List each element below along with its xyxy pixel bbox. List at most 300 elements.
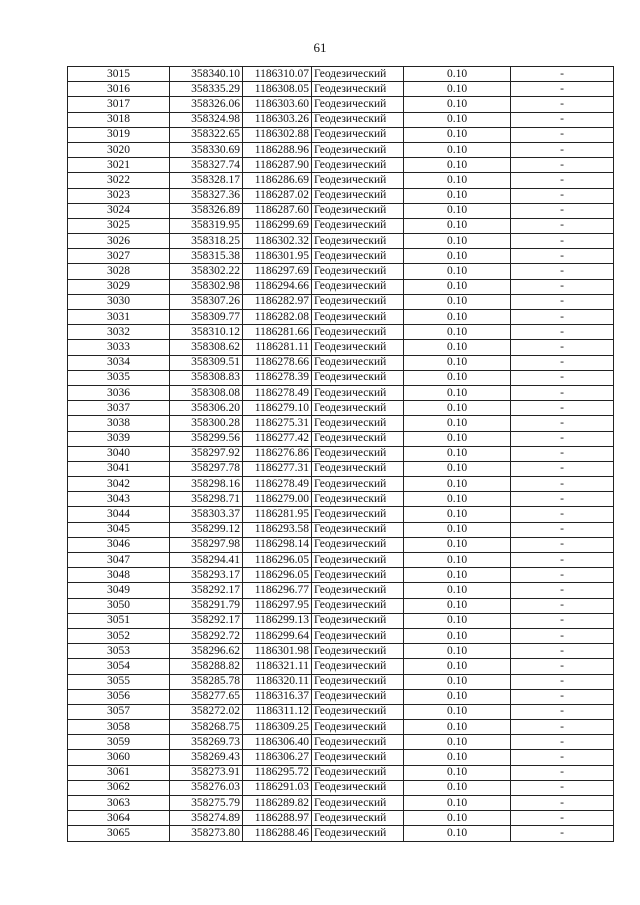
accuracy-cell: 0.10 [404, 674, 511, 689]
table-row [68, 385, 614, 400]
x-coordinate-cell: 358309.51 [170, 355, 243, 370]
accuracy-cell: 0.10 [404, 112, 511, 127]
point-number-cell: 3016 [68, 82, 170, 97]
note-cell: - [511, 127, 614, 142]
method-cell: Геодезический [312, 264, 404, 279]
y-coordinate-cell: 1186278.39 [243, 370, 312, 385]
note-cell: - [511, 218, 614, 233]
point-number-cell: 3048 [68, 568, 170, 583]
method-cell: Геодезический [312, 142, 404, 157]
table-row [68, 644, 614, 659]
method-cell: Геодезический [312, 674, 404, 689]
table-row [68, 431, 614, 446]
x-coordinate-cell: 358302.22 [170, 264, 243, 279]
point-number-cell: 3055 [68, 674, 170, 689]
note-cell: - [511, 720, 614, 735]
accuracy-cell: 0.10 [404, 765, 511, 780]
x-coordinate-cell: 358299.12 [170, 522, 243, 537]
accuracy-cell: 0.10 [404, 780, 511, 795]
accuracy-cell: 0.10 [404, 203, 511, 218]
y-coordinate-cell: 1186294.66 [243, 279, 312, 294]
point-number-cell: 3039 [68, 431, 170, 446]
method-cell: Геодезический [312, 370, 404, 385]
point-number-cell: 3064 [68, 811, 170, 826]
accuracy-cell: 0.10 [404, 158, 511, 173]
method-cell: Геодезический [312, 112, 404, 127]
method-cell: Геодезический [312, 598, 404, 613]
accuracy-cell: 0.10 [404, 659, 511, 674]
x-coordinate-cell: 358306.20 [170, 401, 243, 416]
table-row [68, 689, 614, 704]
table-row [68, 750, 614, 765]
x-coordinate-cell: 358293.17 [170, 568, 243, 583]
accuracy-cell: 0.10 [404, 689, 511, 704]
y-coordinate-cell: 1186281.66 [243, 325, 312, 340]
accuracy-cell: 0.10 [404, 598, 511, 613]
table-row [68, 522, 614, 537]
note-cell: - [511, 310, 614, 325]
note-cell: - [511, 370, 614, 385]
point-number-cell: 3023 [68, 188, 170, 203]
method-cell: Геодезический [312, 628, 404, 643]
table-row [68, 173, 614, 188]
method-cell: Геодезический [312, 720, 404, 735]
table-row [68, 507, 614, 522]
method-cell: Геодезический [312, 234, 404, 249]
method-cell: Геодезический [312, 416, 404, 431]
x-coordinate-cell: 358322.65 [170, 127, 243, 142]
method-cell: Геодезический [312, 826, 404, 841]
y-coordinate-cell: 1186299.64 [243, 628, 312, 643]
table-row [68, 249, 614, 264]
note-cell: - [511, 689, 614, 704]
point-number-cell: 3025 [68, 218, 170, 233]
y-coordinate-cell: 1186277.31 [243, 461, 312, 476]
note-cell: - [511, 780, 614, 795]
x-coordinate-cell: 358292.17 [170, 613, 243, 628]
note-cell: - [511, 203, 614, 218]
accuracy-cell: 0.10 [404, 310, 511, 325]
note-cell: - [511, 765, 614, 780]
accuracy-cell: 0.10 [404, 446, 511, 461]
x-coordinate-cell: 358303.37 [170, 507, 243, 522]
method-cell: Геодезический [312, 431, 404, 446]
accuracy-cell: 0.10 [404, 583, 511, 598]
note-cell: - [511, 750, 614, 765]
table-row [68, 568, 614, 583]
accuracy-cell: 0.10 [404, 127, 511, 142]
table-row [68, 279, 614, 294]
method-cell: Геодезический [312, 659, 404, 674]
table-row [68, 583, 614, 598]
x-coordinate-cell: 358298.16 [170, 477, 243, 492]
table-row [68, 674, 614, 689]
note-cell: - [511, 507, 614, 522]
note-cell: - [511, 659, 614, 674]
note-cell: - [511, 537, 614, 552]
method-cell: Геодезический [312, 355, 404, 370]
table-row [68, 735, 614, 750]
accuracy-cell: 0.10 [404, 294, 511, 309]
x-coordinate-cell: 358288.82 [170, 659, 243, 674]
x-coordinate-cell: 358275.79 [170, 796, 243, 811]
accuracy-cell: 0.10 [404, 142, 511, 157]
table-row [68, 765, 614, 780]
y-coordinate-cell: 1186287.02 [243, 188, 312, 203]
x-coordinate-cell: 358327.74 [170, 158, 243, 173]
note-cell: - [511, 97, 614, 112]
method-cell: Геодезический [312, 689, 404, 704]
x-coordinate-cell: 358308.62 [170, 340, 243, 355]
method-cell: Геодезический [312, 461, 404, 476]
x-coordinate-cell: 358335.29 [170, 82, 243, 97]
y-coordinate-cell: 1186289.82 [243, 796, 312, 811]
y-coordinate-cell: 1186303.26 [243, 112, 312, 127]
y-coordinate-cell: 1186297.69 [243, 264, 312, 279]
accuracy-cell: 0.10 [404, 401, 511, 416]
x-coordinate-cell: 358268.75 [170, 720, 243, 735]
note-cell: - [511, 234, 614, 249]
note-cell: - [511, 355, 614, 370]
note-cell: - [511, 158, 614, 173]
accuracy-cell: 0.10 [404, 385, 511, 400]
table-row [68, 446, 614, 461]
method-cell: Геодезический [312, 385, 404, 400]
note-cell: - [511, 249, 614, 264]
accuracy-cell: 0.10 [404, 796, 511, 811]
y-coordinate-cell: 1186309.25 [243, 720, 312, 735]
method-cell: Геодезический [312, 780, 404, 795]
note-cell: - [511, 446, 614, 461]
y-coordinate-cell: 1186297.95 [243, 598, 312, 613]
accuracy-cell: 0.10 [404, 826, 511, 841]
point-number-cell: 3046 [68, 537, 170, 552]
point-number-cell: 3033 [68, 340, 170, 355]
note-cell: - [511, 492, 614, 507]
x-coordinate-cell: 358308.83 [170, 370, 243, 385]
note-cell: - [511, 112, 614, 127]
point-number-cell: 3027 [68, 249, 170, 264]
note-cell: - [511, 583, 614, 598]
table-row [68, 401, 614, 416]
method-cell: Геодезический [312, 67, 404, 82]
note-cell: - [511, 461, 614, 476]
accuracy-cell: 0.10 [404, 279, 511, 294]
y-coordinate-cell: 1186281.11 [243, 340, 312, 355]
point-number-cell: 3019 [68, 127, 170, 142]
point-number-cell: 3045 [68, 522, 170, 537]
method-cell: Геодезический [312, 203, 404, 218]
point-number-cell: 3037 [68, 401, 170, 416]
x-coordinate-cell: 358326.06 [170, 97, 243, 112]
y-coordinate-cell: 1186310.07 [243, 67, 312, 82]
x-coordinate-cell: 358309.77 [170, 310, 243, 325]
x-coordinate-cell: 358328.17 [170, 173, 243, 188]
method-cell: Геодезический [312, 507, 404, 522]
note-cell: - [511, 279, 614, 294]
note-cell: - [511, 598, 614, 613]
accuracy-cell: 0.10 [404, 264, 511, 279]
point-number-cell: 3020 [68, 142, 170, 157]
y-coordinate-cell: 1186288.46 [243, 826, 312, 841]
x-coordinate-cell: 358319.95 [170, 218, 243, 233]
accuracy-cell: 0.10 [404, 234, 511, 249]
point-number-cell: 3035 [68, 370, 170, 385]
method-cell: Геодезический [312, 340, 404, 355]
accuracy-cell: 0.10 [404, 507, 511, 522]
method-cell: Геодезический [312, 613, 404, 628]
point-number-cell: 3015 [68, 67, 170, 82]
point-number-cell: 3036 [68, 385, 170, 400]
x-coordinate-cell: 358310.12 [170, 325, 243, 340]
y-coordinate-cell: 1186296.77 [243, 583, 312, 598]
note-cell: - [511, 173, 614, 188]
y-coordinate-cell: 1186287.60 [243, 203, 312, 218]
table-row [68, 112, 614, 127]
y-coordinate-cell: 1186279.10 [243, 401, 312, 416]
point-number-cell: 3021 [68, 158, 170, 173]
y-coordinate-cell: 1186298.14 [243, 537, 312, 552]
y-coordinate-cell: 1186321.11 [243, 659, 312, 674]
y-coordinate-cell: 1186306.40 [243, 735, 312, 750]
x-coordinate-cell: 358294.41 [170, 553, 243, 568]
method-cell: Геодезический [312, 735, 404, 750]
y-coordinate-cell: 1186302.88 [243, 127, 312, 142]
x-coordinate-cell: 358326.89 [170, 203, 243, 218]
note-cell: - [511, 553, 614, 568]
method-cell: Геодезический [312, 568, 404, 583]
x-coordinate-cell: 358302.98 [170, 279, 243, 294]
table-row [68, 142, 614, 157]
y-coordinate-cell: 1186296.05 [243, 553, 312, 568]
y-coordinate-cell: 1186295.72 [243, 765, 312, 780]
method-cell: Геодезический [312, 401, 404, 416]
accuracy-cell: 0.10 [404, 735, 511, 750]
table-row [68, 264, 614, 279]
accuracy-cell: 0.10 [404, 249, 511, 264]
y-coordinate-cell: 1186301.98 [243, 644, 312, 659]
method-cell: Геодезический [312, 492, 404, 507]
x-coordinate-cell: 358292.17 [170, 583, 243, 598]
method-cell: Геодезический [312, 704, 404, 719]
point-number-cell: 3032 [68, 325, 170, 340]
accuracy-cell: 0.10 [404, 370, 511, 385]
x-coordinate-cell: 358318.25 [170, 234, 243, 249]
y-coordinate-cell: 1186299.69 [243, 218, 312, 233]
table-row [68, 811, 614, 826]
accuracy-cell: 0.10 [404, 477, 511, 492]
table-row [68, 659, 614, 674]
point-number-cell: 3053 [68, 644, 170, 659]
x-coordinate-cell: 358285.78 [170, 674, 243, 689]
note-cell: - [511, 522, 614, 537]
accuracy-cell: 0.10 [404, 97, 511, 112]
y-coordinate-cell: 1186291.03 [243, 780, 312, 795]
table-row [68, 310, 614, 325]
note-cell: - [511, 477, 614, 492]
method-cell: Геодезический [312, 750, 404, 765]
table-row [68, 370, 614, 385]
note-cell: - [511, 82, 614, 97]
table-row [68, 796, 614, 811]
accuracy-cell: 0.10 [404, 188, 511, 203]
method-cell: Геодезический [312, 97, 404, 112]
method-cell: Геодезический [312, 796, 404, 811]
x-coordinate-cell: 358315.38 [170, 249, 243, 264]
point-number-cell: 3040 [68, 446, 170, 461]
table-row [68, 67, 614, 82]
method-cell: Геодезический [312, 644, 404, 659]
y-coordinate-cell: 1186281.95 [243, 507, 312, 522]
accuracy-cell: 0.10 [404, 704, 511, 719]
note-cell: - [511, 188, 614, 203]
point-number-cell: 3024 [68, 203, 170, 218]
point-number-cell: 3051 [68, 613, 170, 628]
table-row [68, 340, 614, 355]
method-cell: Геодезический [312, 446, 404, 461]
table-row [68, 461, 614, 476]
note-cell: - [511, 325, 614, 340]
table-row [68, 218, 614, 233]
note-cell: - [511, 628, 614, 643]
method-cell: Геодезический [312, 522, 404, 537]
y-coordinate-cell: 1186286.69 [243, 173, 312, 188]
accuracy-cell: 0.10 [404, 628, 511, 643]
table-row [68, 325, 614, 340]
point-number-cell: 3057 [68, 704, 170, 719]
point-number-cell: 3034 [68, 355, 170, 370]
x-coordinate-cell: 358272.02 [170, 704, 243, 719]
table-row [68, 416, 614, 431]
point-number-cell: 3044 [68, 507, 170, 522]
accuracy-cell: 0.10 [404, 644, 511, 659]
accuracy-cell: 0.10 [404, 173, 511, 188]
table-row [68, 720, 614, 735]
method-cell: Геодезический [312, 294, 404, 309]
y-coordinate-cell: 1186288.97 [243, 811, 312, 826]
table-row [68, 537, 614, 552]
y-coordinate-cell: 1186279.00 [243, 492, 312, 507]
point-number-cell: 3065 [68, 826, 170, 841]
note-cell: - [511, 431, 614, 446]
point-number-cell: 3054 [68, 659, 170, 674]
accuracy-cell: 0.10 [404, 340, 511, 355]
y-coordinate-cell: 1186296.05 [243, 568, 312, 583]
point-number-cell: 3041 [68, 461, 170, 476]
method-cell: Геодезический [312, 158, 404, 173]
accuracy-cell: 0.10 [404, 537, 511, 552]
x-coordinate-cell: 358291.79 [170, 598, 243, 613]
note-cell: - [511, 67, 614, 82]
coordinates-table [67, 66, 614, 842]
table-row [68, 492, 614, 507]
table-row [68, 158, 614, 173]
accuracy-cell: 0.10 [404, 522, 511, 537]
x-coordinate-cell: 358277.65 [170, 689, 243, 704]
x-coordinate-cell: 358299.56 [170, 431, 243, 446]
method-cell: Геодезический [312, 537, 404, 552]
method-cell: Геодезический [312, 218, 404, 233]
point-number-cell: 3050 [68, 598, 170, 613]
y-coordinate-cell: 1186303.60 [243, 97, 312, 112]
table-row [68, 294, 614, 309]
y-coordinate-cell: 1186282.97 [243, 294, 312, 309]
x-coordinate-cell: 358308.08 [170, 385, 243, 400]
method-cell: Геодезический [312, 188, 404, 203]
accuracy-cell: 0.10 [404, 811, 511, 826]
note-cell: - [511, 294, 614, 309]
note-cell: - [511, 142, 614, 157]
accuracy-cell: 0.10 [404, 416, 511, 431]
point-number-cell: 3063 [68, 796, 170, 811]
note-cell: - [511, 811, 614, 826]
method-cell: Геодезический [312, 811, 404, 826]
y-coordinate-cell: 1186278.49 [243, 385, 312, 400]
y-coordinate-cell: 1186278.49 [243, 477, 312, 492]
accuracy-cell: 0.10 [404, 720, 511, 735]
note-cell: - [511, 264, 614, 279]
x-coordinate-cell: 358269.43 [170, 750, 243, 765]
y-coordinate-cell: 1186320.11 [243, 674, 312, 689]
x-coordinate-cell: 358274.89 [170, 811, 243, 826]
table-row [68, 780, 614, 795]
accuracy-cell: 0.10 [404, 750, 511, 765]
method-cell: Геодезический [312, 310, 404, 325]
accuracy-cell: 0.10 [404, 492, 511, 507]
x-coordinate-cell: 358273.91 [170, 765, 243, 780]
table-row [68, 97, 614, 112]
x-coordinate-cell: 358297.78 [170, 461, 243, 476]
point-number-cell: 3030 [68, 294, 170, 309]
accuracy-cell: 0.10 [404, 82, 511, 97]
table-row [68, 477, 614, 492]
x-coordinate-cell: 358292.72 [170, 628, 243, 643]
point-number-cell: 3062 [68, 780, 170, 795]
y-coordinate-cell: 1186293.58 [243, 522, 312, 537]
note-cell: - [511, 735, 614, 750]
accuracy-cell: 0.10 [404, 431, 511, 446]
y-coordinate-cell: 1186301.95 [243, 249, 312, 264]
table-row [68, 234, 614, 249]
x-coordinate-cell: 358340.10 [170, 67, 243, 82]
point-number-cell: 3059 [68, 735, 170, 750]
x-coordinate-cell: 358324.98 [170, 112, 243, 127]
point-number-cell: 3060 [68, 750, 170, 765]
y-coordinate-cell: 1186316.37 [243, 689, 312, 704]
y-coordinate-cell: 1186308.05 [243, 82, 312, 97]
note-cell: - [511, 613, 614, 628]
point-number-cell: 3026 [68, 234, 170, 249]
table-row [68, 704, 614, 719]
table-row [68, 628, 614, 643]
page-number: 61 [313, 40, 327, 55]
note-cell: - [511, 826, 614, 841]
point-number-cell: 3028 [68, 264, 170, 279]
accuracy-cell: 0.10 [404, 325, 511, 340]
x-coordinate-cell: 358298.71 [170, 492, 243, 507]
point-number-cell: 3047 [68, 553, 170, 568]
point-number-cell: 3058 [68, 720, 170, 735]
x-coordinate-cell: 358300.28 [170, 416, 243, 431]
method-cell: Геодезический [312, 583, 404, 598]
table-row [68, 188, 614, 203]
x-coordinate-cell: 358327.36 [170, 188, 243, 203]
y-coordinate-cell: 1186299.13 [243, 613, 312, 628]
point-number-cell: 3052 [68, 628, 170, 643]
note-cell: - [511, 401, 614, 416]
note-cell: - [511, 704, 614, 719]
y-coordinate-cell: 1186276.86 [243, 446, 312, 461]
